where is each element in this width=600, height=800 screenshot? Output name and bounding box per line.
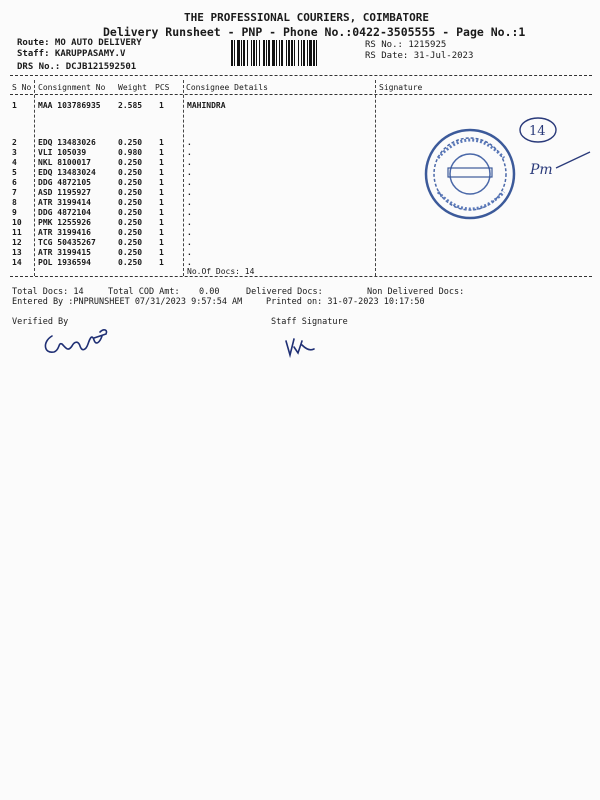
barcode-bar (301, 40, 302, 66)
cell-sno: 5 (12, 168, 17, 177)
cell-consignment: MAA 103786935 (38, 101, 101, 110)
barcode (231, 40, 355, 66)
handwritten-time-text: Pm (530, 162, 553, 178)
barcode-bar (286, 40, 287, 66)
runsheet-title: Delivery Runsheet - PNP - Phone No.:0422-3505555 - Page No.:1 (103, 25, 526, 39)
cell-weight: 0.250 (118, 198, 143, 207)
cell-pcs: 1 (159, 238, 164, 247)
staff-signature-mark (280, 331, 330, 361)
cell-pcs: 1 (159, 198, 164, 207)
cell-sno: 13 (12, 248, 22, 257)
cell-pcs: 1 (159, 178, 164, 187)
divider (10, 75, 592, 76)
drs-number: DRS No.: DCJB121592501 (17, 62, 137, 72)
barcode-bar (237, 40, 240, 66)
cell-weight: 0.250 (118, 158, 143, 167)
cell-consignee: . (187, 188, 192, 197)
header-consignment: Consignment No (38, 83, 106, 92)
cell-consignee: . (187, 238, 192, 247)
cell-weight: 0.250 (118, 228, 143, 237)
cell-consignee: . (187, 248, 192, 257)
cell-weight: 0.250 (118, 238, 143, 247)
cell-consignee: . (187, 258, 192, 267)
cell-consignee: . (187, 148, 192, 157)
cell-pcs: 1 (159, 248, 164, 257)
barcode-bar (266, 40, 267, 66)
barcode-bar (253, 40, 255, 66)
cell-consignment: ATR 3199414 (38, 198, 91, 207)
verifier-signature (40, 322, 120, 362)
barcode-bar (259, 40, 260, 66)
entered-by: Entered By :PNPRUNSHEET 07/31/2023 9:57:54 AM (12, 297, 243, 307)
barcode-bar (276, 40, 277, 66)
cell-consignee: . (187, 218, 192, 227)
cell-consignee: MAHINDRA (187, 101, 226, 110)
cell-sno: 14 (12, 258, 22, 267)
cell-consignment: EDQ 13483024 (38, 168, 96, 177)
cell-weight: 0.250 (118, 188, 143, 197)
delivered-docs: Delivered Docs: (246, 287, 323, 297)
cell-weight: 0.250 (118, 248, 143, 257)
staff-signature: Staff Signature (271, 317, 348, 327)
barcode-bar (256, 40, 257, 66)
barcode-bar (268, 40, 270, 66)
cell-consignment: NKL 8100017 (38, 158, 91, 167)
handwritten-time (528, 146, 598, 186)
cell-weight: 0.250 (118, 138, 143, 147)
cell-consignment: ATR 3199415 (38, 248, 91, 257)
cell-consignment: POL 1936594 (38, 258, 91, 267)
staff: Staff: KARUPPASAMY.V (17, 49, 126, 59)
cell-weight: 0.250 (118, 258, 143, 267)
rs-date: RS Date: 31-Jul-2023 (365, 51, 474, 61)
cell-pcs: 1 (159, 188, 164, 197)
cell-consignee: . (187, 168, 192, 177)
barcode-bar (241, 40, 242, 66)
cell-consignment: ASD 1195927 (38, 188, 91, 197)
cell-consignment: PMK 1255926 (38, 218, 91, 227)
cell-consignment: VLI 105039 (38, 148, 87, 157)
cell-sno: 1 (12, 101, 17, 110)
cell-sno: 2 (12, 138, 17, 147)
cell-consignee: . (187, 198, 192, 207)
cell-consignment: DDG 4872104 (38, 208, 91, 217)
total-cod-value: 0.00 (199, 287, 220, 297)
route: Route: MO AUTO DELIVERY (17, 38, 142, 48)
cell-sno: 4 (12, 158, 17, 167)
cell-consignee: . (187, 208, 192, 217)
barcode-bar (263, 40, 265, 66)
barcode-bar (307, 40, 308, 66)
cell-sno: 6 (12, 178, 17, 187)
header-signature: Signature (379, 83, 423, 92)
cell-weight: 0.980 (118, 148, 143, 157)
cell-consignee: . (187, 228, 192, 237)
cell-sno: 12 (12, 238, 22, 247)
divider (10, 276, 592, 277)
cell-sno: 8 (12, 198, 17, 207)
barcode-bar (303, 40, 305, 66)
handwritten-count-text: 14 (529, 124, 546, 139)
cell-pcs: 1 (159, 158, 164, 167)
cell-consignee: . (187, 138, 192, 147)
barcode-bar (313, 40, 315, 66)
cell-pcs: 1 (159, 218, 164, 227)
column-divider (183, 80, 184, 276)
barcode-bar (281, 40, 283, 66)
barcode-bar (247, 40, 248, 66)
cell-pcs: 1 (159, 138, 164, 147)
cell-sno: 11 (12, 228, 22, 237)
barcode-bar (294, 40, 295, 66)
barcode-bar (272, 40, 275, 66)
barcode-bar (279, 40, 280, 66)
cell-pcs: 1 (159, 228, 164, 237)
no-of-docs: No.Of Docs: 14 (187, 267, 255, 276)
cell-consignment: EDQ 13483026 (38, 138, 96, 147)
company-title: THE PROFESSIONAL COURIERS, COIMBATORE (184, 11, 430, 24)
barcode-bar (298, 40, 299, 66)
rubber-stamp (418, 118, 528, 228)
cell-consignee: . (187, 178, 192, 187)
printed-on: Printed on: 31-07-2023 10:17:50 (266, 297, 425, 307)
cell-pcs: 1 (159, 148, 164, 157)
header-pcs: PCS (155, 83, 170, 92)
cell-pcs: 1 (159, 168, 164, 177)
header-consignee: Consignee Details (186, 83, 268, 92)
cell-pcs: 1 (159, 258, 164, 267)
barcode-bar (234, 40, 235, 66)
cell-weight: 2.585 (118, 101, 143, 110)
cell-sno: 9 (12, 208, 17, 217)
cell-pcs: 1 (159, 208, 164, 217)
cell-consignment: DDG 4872105 (38, 178, 91, 187)
barcode-bar (291, 40, 293, 66)
handwritten-count (516, 114, 560, 148)
rs-number: RS No.: 1215925 (365, 40, 447, 50)
cell-pcs: 1 (159, 101, 164, 110)
column-divider (375, 80, 376, 276)
barcode-bar (251, 40, 252, 66)
cell-weight: 0.250 (118, 168, 143, 177)
cell-consignment: TCG 50435267 (38, 238, 96, 247)
barcode-bar (316, 40, 317, 66)
barcode-bar (288, 40, 290, 66)
barcode-bar (243, 40, 245, 66)
cell-consignment: ATR 3199416 (38, 228, 91, 237)
total-cod-label: Total COD Amt: (108, 287, 180, 297)
barcode-bar (231, 40, 233, 66)
header-sno: S No (12, 83, 32, 92)
cell-weight: 0.250 (118, 208, 143, 217)
cell-sno: 10 (12, 218, 22, 227)
cell-sno: 7 (12, 188, 17, 197)
cell-consignee: . (187, 158, 192, 167)
divider (10, 94, 592, 95)
column-divider (34, 80, 35, 276)
cell-weight: 0.250 (118, 218, 143, 227)
barcode-bar (309, 40, 312, 66)
header-weight: Weight (118, 83, 147, 92)
cell-weight: 0.250 (118, 178, 143, 187)
verified-by: Verified By (12, 317, 69, 327)
total-docs: Total Docs: 14 (12, 287, 84, 297)
non-delivered-docs: Non Delivered Docs: (367, 287, 465, 297)
cell-sno: 3 (12, 148, 17, 157)
